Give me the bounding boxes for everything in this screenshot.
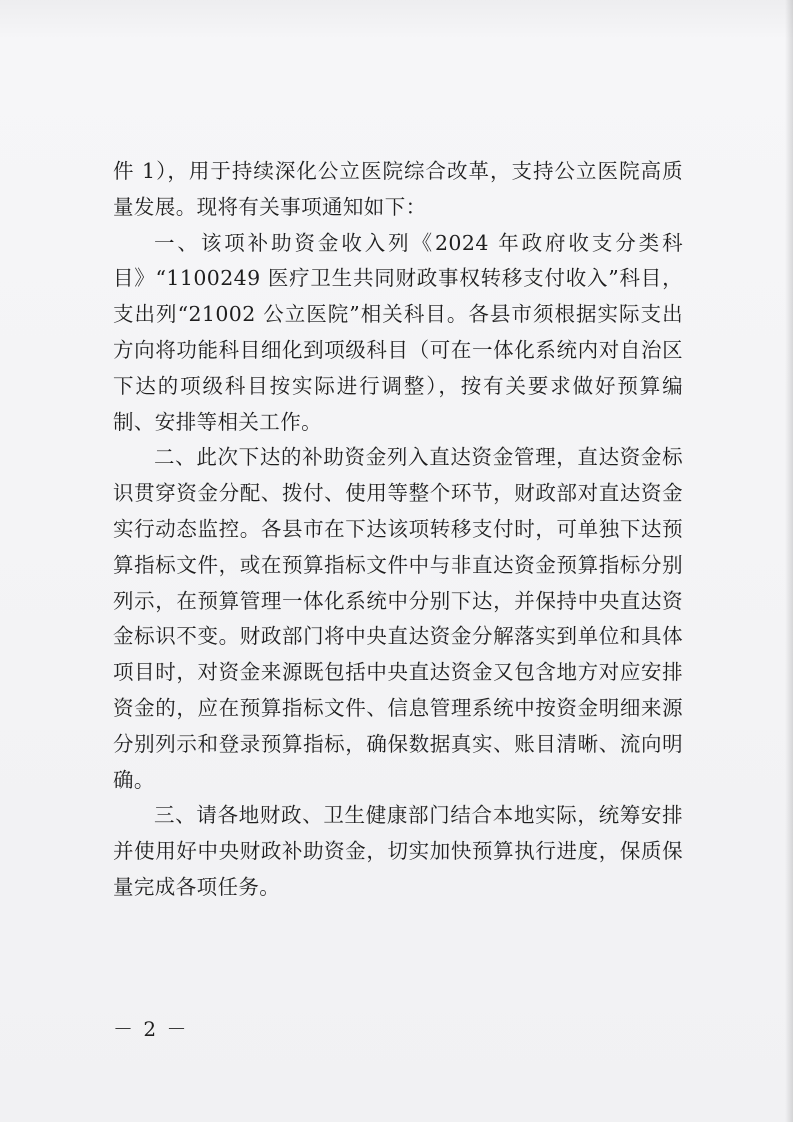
page-number: － 2 － — [113, 1017, 189, 1041]
document-body — [113, 154, 683, 906]
paragraph-item-3: 三、请各地财政、卫生健康部门结合本地实际，统筹安排并使用好中央财政补助资金，切实加快预算执行进度，保质保量完成各项任务。 — [113, 803, 683, 899]
paragraph-intro-continuation: 件 1），用于持续深化公立医院综合改革，支持公立医院高质量发展。现将有关事项通知如下： — [113, 159, 683, 219]
paragraph-item-1: 一、该项补助资金收入列《2024 年政府收支分类科目》“1100249 医疗卫生共同财政事权转移支付收入”科目，支出列“21002 公立医院”相关科目。各县市须根据实际支出方向将功能科目细化到项级科目（可在一体化系统内对自治区下达的项级科目按实际进行调整），按有关要求做好预算编制、安排等相关工作。 — [113, 230, 683, 434]
scan-edge-shadow — [785, 0, 793, 1122]
paragraph-item-2: 二、此次下达的补助资金列入直达资金管理，直达资金标识贯穿资金分配、拨付、使用等整个环节，财政部对直达资金实行动态监控。各县市在下达该项转移支付时，可单独下达预算指标文件，或在预算指标文件中与非直达资金预算指标分别列示，在预算管理一体化系统中分别下达，并保持中央直达资金标识不变。财政部门将中央直达资金分解落实到单位和具体项目时，对资金来源既包括中央直达资金又包含地方对应安排资金的，应在预算指标文件、信息管理系统中按资金明细来源分别列示和登录预算指标，确保数据真实、账目清晰、流向明确。 — [113, 445, 683, 792]
scan-top-shading — [0, 0, 793, 40]
